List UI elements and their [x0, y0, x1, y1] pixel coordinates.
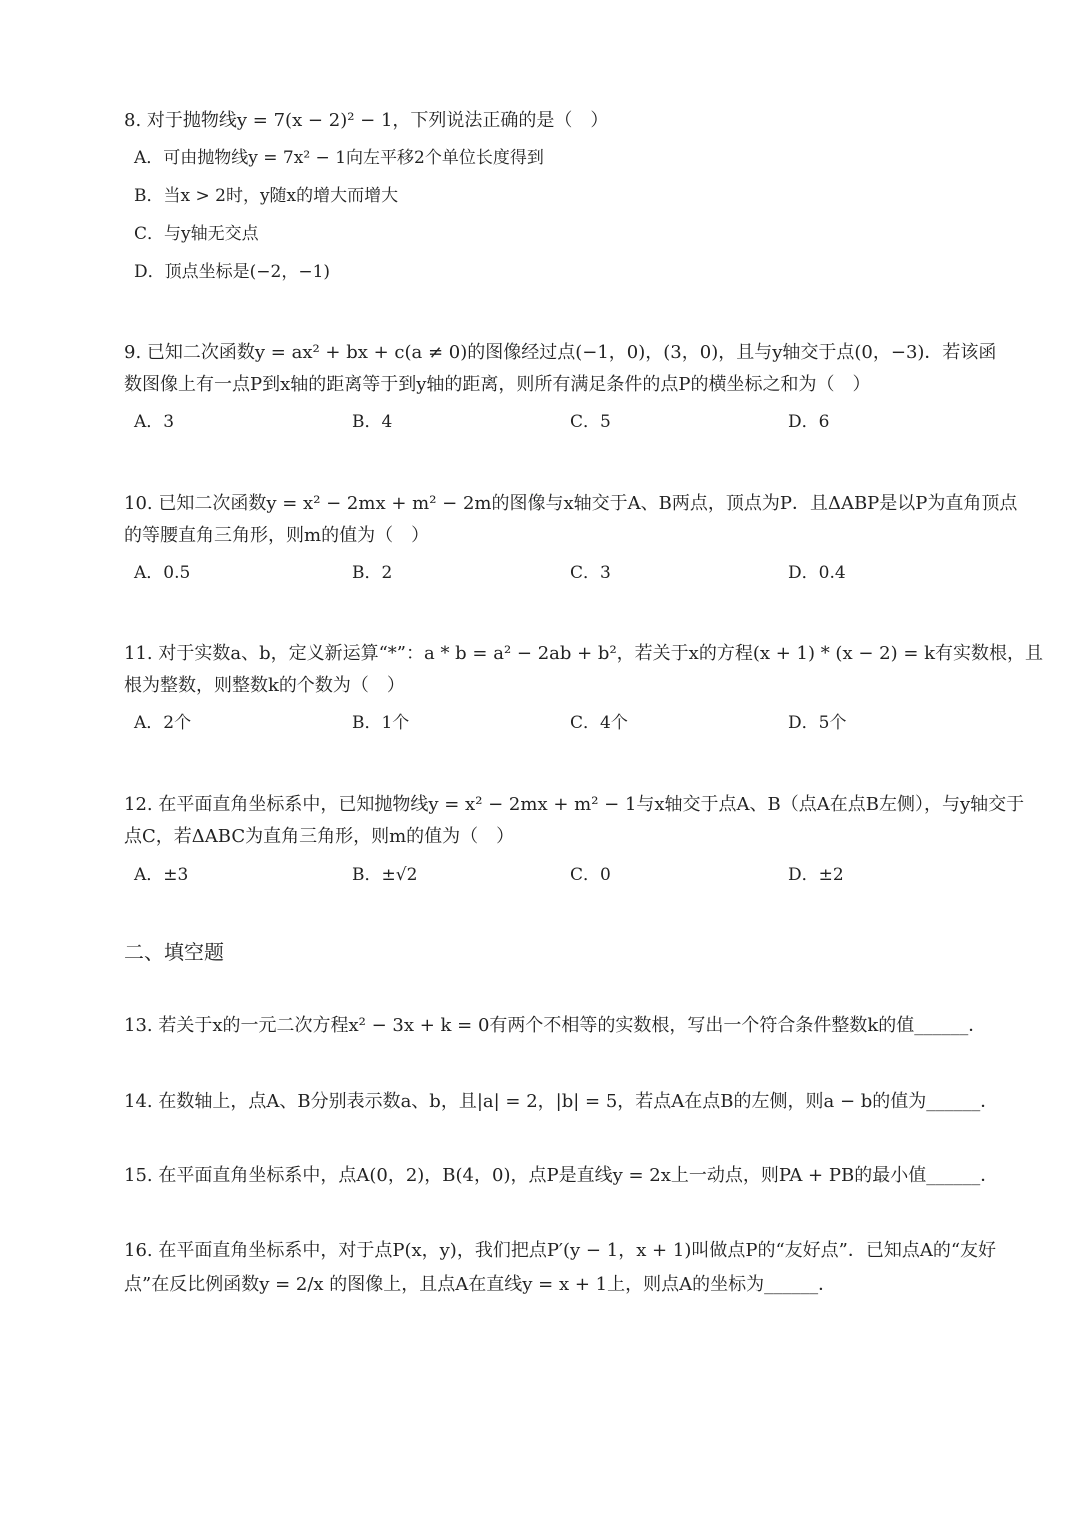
q12-option-c: C．0 [570, 865, 611, 885]
q11-option-a: A．2个 [134, 713, 192, 733]
q11-stem-line1: 11. 对于实数a、b，定义新运算“*”：a * b = a² − 2ab + b²，若关于x的方程(x + 1) * (x − 2) = k有实数根，且 [124, 643, 1044, 664]
q9-option-c: C．5 [570, 412, 611, 432]
q10-stem-line1: 10. 已知二次函数y = x² − 2mx + m² − 2m的图像与x轴交于A、B两点，顶点为P．且ΔABP是以P为直角顶点 [124, 493, 1018, 514]
q12-stem-line1: 12. 在平面直角坐标系中，已知抛物线y = x² − 2mx + m² − 1与x轴交于点A、B（点A在点B左侧），与y轴交于 [124, 794, 1025, 815]
q9-option-a: A．3 [134, 412, 175, 432]
q12-stem-line2: 点C，若ΔABC为直角三角形，则m的值为（ ） [124, 826, 515, 847]
q16-stem-line2: 点”在反比例函数y = 2/x 的图像上，且点A在直线y = x + 1上，则点A的坐标为______． [124, 1274, 837, 1295]
q11-stem-line2: 根为整数，则整数k的个数为（ ） [124, 675, 405, 696]
q12-option-d: D．±2 [788, 865, 844, 885]
q10-option-c: C．3 [570, 563, 611, 583]
q16-stem-line1: 16. 在平面直角坐标系中，对于点P(x，y)，我们把点P′(y − 1，x + 1)叫做点P的“友好点”．已知点A的“友好 [124, 1240, 997, 1261]
q9-option-b: B．4 [352, 412, 393, 432]
q14-stem: 14. 在数轴上，点A、B分别表示数a、b，且|a| = 2，|b| = 5，若点A在点B的左侧，则a − b的值为______． [124, 1091, 999, 1112]
q9-option-d: D．6 [788, 412, 830, 432]
section-heading-fill-in: 二、填空题 [124, 940, 224, 964]
q10-option-d: D．0.4 [788, 563, 846, 583]
q8-stem: 8. 对于抛物线y = 7(x − 2)² − 1，下列说法正确的是（ ） [124, 110, 609, 131]
q9-stem-line2: 数图像上有一点P到x轴的距离等于到y轴的距离，则所有满足条件的点P的横坐标之和为（ ） [124, 374, 871, 395]
q15-stem: 15. 在平面直角坐标系中，点A(0，2)，B(4，0)，点P是直线y = 2x上一动点，则PA + PB的最小值______． [124, 1165, 999, 1186]
q13-stem: 13. 若关于x的一元二次方程x² − 3x + k = 0有两个不相等的实数根，写出一个符合条件整数k的值______． [124, 1015, 987, 1036]
q8-option-a: A．可由抛物线y = 7x² − 1向左平移2个单位长度得到 [134, 148, 544, 168]
q10-option-a: A．0.5 [134, 563, 191, 583]
q8-option-b: B．当x > 2时，y随x的增大而增大 [134, 186, 399, 206]
q11-option-b: B．1个 [352, 713, 410, 733]
q8-option-c: C．与y轴无交点 [134, 224, 259, 244]
q11-option-c: C．4个 [570, 713, 628, 733]
q9-stem-line1: 9. 已知二次函数y = ax² + bx + c(a ≠ 0)的图像经过点(−1，0)，(3，0)，且与y轴交于点(0，−3)．若该函 [124, 342, 997, 363]
q8-option-d: D．顶点坐标是(−2，−1) [134, 262, 331, 282]
q10-stem-line2: 的等腰直角三角形，则m的值为（ ） [124, 525, 430, 546]
q10-option-b: B．2 [352, 563, 393, 583]
q12-option-a: A．±3 [134, 865, 189, 885]
q12-option-b: B．±√2 [352, 865, 418, 885]
q11-option-d: D．5个 [788, 713, 847, 733]
